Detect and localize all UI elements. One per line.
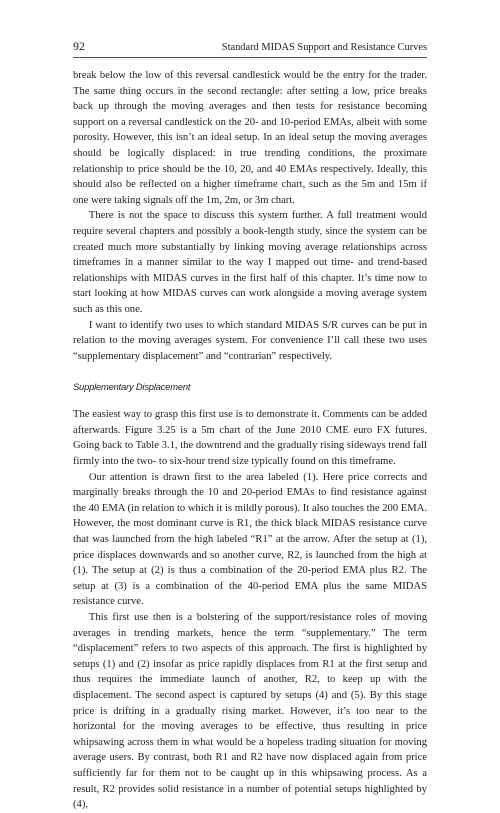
page-number: 92 <box>73 39 85 53</box>
paragraph: I want to identify two uses to which standard MIDAS S/R curves can be put in relation to the moving averages system. For convenience I’ll call these two uses “supplementary displacement” and “contrarian” respectively. <box>73 319 427 362</box>
header-rule <box>73 57 427 58</box>
body-text <box>73 68 427 813</box>
paragraph: Our attention is drawn first to the area labeled (1). Here price corrects and marginally breaks through the 10 and 20-period EMAs to find resistance against the 40 EMA (in relation to which it is mildly porous). It also touches the 200 EMA. However, the most dominant curve is R1, the thick black MIDAS resistance curve that was launched from the high labeled “R1” at the arrow. After the setup at (1), price displaces downwards and so another curve, R2, is launched from the high at (1). The setup at (2) is thus a combination of the 20-period EMA plus R2. The setup at (3) is a combination of the 40-period EMA plus the same MIDAS resistance curve. <box>73 471 427 608</box>
paragraph: The easiest way to grasp this first use is to demonstrate it. Comments can be added afterwards. Figure 3.25 is a 5m chart of the June 2010 CME euro FX futures. Going back to Table 3.1, the downtrend and the gradually rising sideways trend fall firmly into the two- to six-hour trend size typically found on this timeframe. <box>73 409 427 468</box>
paragraph: There is not the space to discuss this system further. A full treatment would require several chapters and possibly a book-length study, since the system can be created much more substantially by linking moving average relationships across timeframes in a manner similar to the way I mapped out time- and trend-based relationships with MIDAS curves in the first half of this chapter. It’s time now to start looking at how MIDAS curves can work alongside a moving average system such as this one. <box>73 210 427 315</box>
running-header <box>73 40 427 54</box>
paragraph: break below the low of this reversal candlestick would be the entry for the trader. The same thing occurs in the second rectangle: after setting a low, price breaks back up through the moving averages and then tests for resistance becoming support on a reversal candlestick on the 20- and 10-period EMAs, albeit with some porosity. However, this isn’t an ideal setup. In an ideal setup the moving averages should be logically displaced: in true trending conditions, the proximate relationship to price should be the 10, 20, and 40 EMAs respectively. Ideally, this should also be reflected on a higher timeframe chart, such as the 5m and 15m if one were taking signals off the 1m, 2m, or 3m chart. <box>73 70 427 206</box>
running-title: Standard MIDAS Support and Resistance Curves <box>221 42 427 53</box>
paragraph: This first use then is a bolstering of the support/resistance roles of moving averages in trending markets, hence the term “supplementary.” The term “displacement” refers to two aspects of this approach. The first is highlighted by setups (1) and (2) insofar as price rapidly displaces from R1 at the first setup and thus requires the immediate launch of another, R2, to keep up with the displacement. The second aspect is captured by setups (4) and (5). By this stage price is drifting in a gradually rising market. However, it’s too near to the horizontal for the moving averages to be effective, thus resulting in price whipsawing across them in what would be a hopeless trading situation for moving average users. By contrast, both R1 and R2 have now displaced again from price sufficiently far for them not to be caught up in this whipsawing process. As a result, R2 provides solid resistance in a number of potential setups highlighted by (4), <box>73 612 427 811</box>
section-heading: Supplementary Displacement <box>73 381 191 393</box>
